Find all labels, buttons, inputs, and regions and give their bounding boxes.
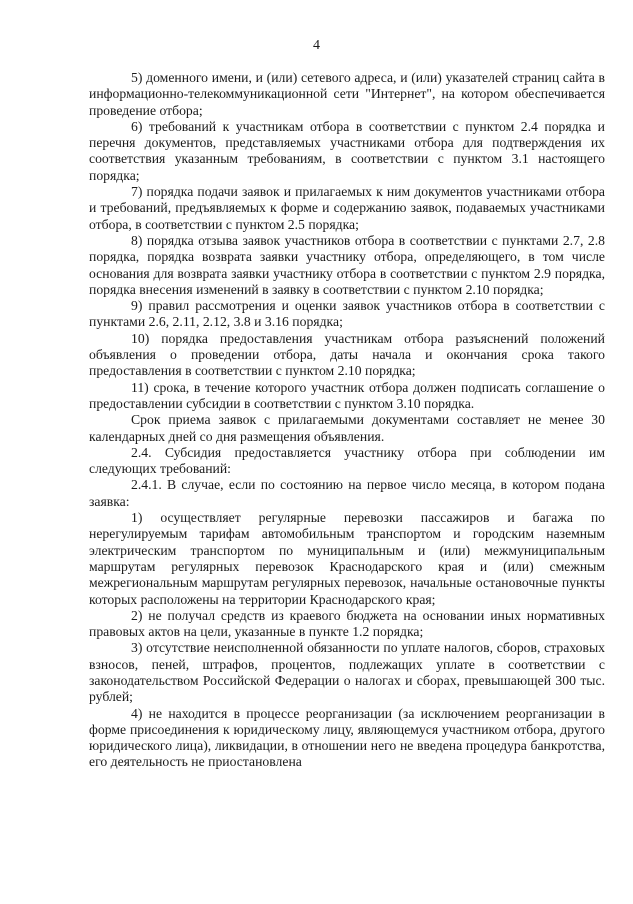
paragraph-requirement-4: 4) не находится в процессе реорганизации (за исключением реорганизации в форме присоединения к юридическому лицу, являющемуся участником отбора, другого юридического лица), ликвидации, в отношении него не введена процедура банкротства, его деятельность не приостановлена — [89, 705, 605, 770]
paragraph-item-8: 8) порядка отзыва заявок участников отбора в соответствии с пунктами 2.7, 2.8 порядка, порядка возврата заявки участнику отбора, определяющего, в том числе основания для возврата заявки участнику отбора в соответствии с пунктом 2.9 порядка, порядка внесения изменений в заявку в соответствии с пунктом 2.10 порядка; — [89, 232, 605, 297]
paragraph-item-10: 10) порядка предоставления участникам отбора разъяснений положений объявления о проведении отбора, даты начала и окончания срока такого предоставления в соответствии с пунктом 2.10 порядка; — [89, 330, 605, 379]
paragraph-section-2-4-1: 2.4.1. В случае, если по состоянию на первое число месяца, в котором подана заявка: — [89, 477, 605, 509]
paragraph-requirement-2: 2) не получал средств из краевого бюджета на основании иных нормативных правовых актов на цели, указанные в пункте 1.2 порядка; — [89, 607, 605, 640]
page-number: 4 — [313, 38, 320, 53]
paragraph-item-9: 9) правил рассмотрения и оценки заявок участников отбора в соответствии с пунктами 2.6, 2.11, 2.12, 3.8 и 3.16 порядка; — [89, 298, 605, 330]
paragraph-item-5: 5) доменного имени, и (или) сетевого адреса, и (или) указателей страниц сайта в информационно-телекоммуникационной сети "Интернет", на котором обеспечивается проведение отбора; — [89, 70, 605, 118]
paragraph-application-deadline: Срок приема заявок с прилагаемыми документами составляет не менее 30 календарных дней со дня размещения объявления. — [89, 412, 605, 444]
document-body — [89, 70, 605, 771]
paragraph-requirement-3: 3) отсутствие неисполненной обязанности по уплате налогов, сборов, страховых взносов, пеней, штрафов, процентов, подлежащих уплате в соответствии с законодательством Российской Федерации о налогах и сборах, превышающей 300 тыс. рублей; — [89, 640, 605, 705]
paragraph-requirement-1: 1) осуществляет регулярные перевозки пассажиров и багажа по нерегулируемым тарифам автомобильным транспортом и городским наземным электрическим транспортом по муниципальным и (или) межмуниципальным маршрутам регулярных перевозок Краснодарского края и (или) смежным межрегиональным маршрутам регулярных перевозок, начальные остановочные пункты которых расположены на территории Краснодарского края; — [89, 510, 605, 607]
paragraph-section-2-4: 2.4. Субсидия предоставляется участнику отбора при соблюдении им следующих требований: — [89, 444, 605, 477]
paragraph-item-11: 11) срока, в течение которого участник отбора должен подписать соглашение о предоставлении субсидии в соответствии с пунктом 3.10 порядка. — [89, 379, 605, 411]
paragraph-item-7: 7) порядка подачи заявок и прилагаемых к ним документов участниками отбора и требований, предъявляемых к форме и содержанию заявок, подаваемых участниками отбора, в соответствии с пунктом 2.5 порядка; — [89, 184, 605, 232]
paragraph-item-6: 6) требований к участникам отбора в соответствии с пунктом 2.4 порядка и перечня документов, представляемых участниками отбора для подтверждения их соответствия указанным требованиям, в соответствии с пунктом 3.1 настоящего порядка; — [89, 118, 605, 183]
